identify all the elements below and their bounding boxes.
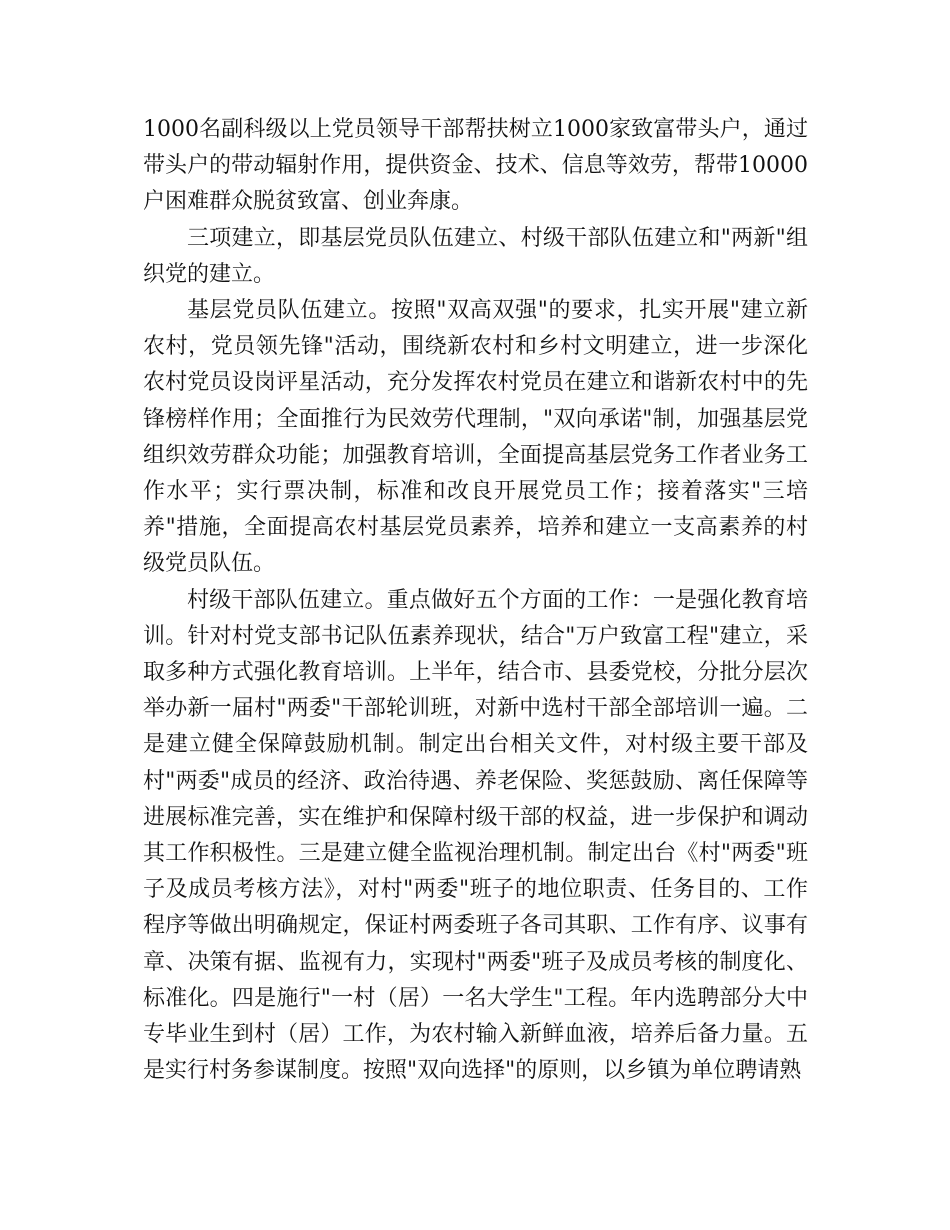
document-body [143, 112, 808, 1089]
paragraph-continuation: 1000名副科级以上党员领导干部帮扶树立1000家致富带头户，通过带头户的带动辐射作用，提供资金、技术、信息等效劳，帮带10000户困难群众脱贫致富、创业奔康。 [143, 117, 808, 215]
paragraph-village-cadre-team: 村级干部队伍建立。重点做好五个方面的工作：一是强化教育培训。针对村党支部书记队伍素养现状，结合"万户致富工程"建立，采取多种方式强化教育培训。上半年，结合市、县委党校，分批分层次举办新一届村"两委"干部轮训班，对新中选村干部全部培训一遍。二是建立健全保障鼓励机制。制定出台相关文件，对村级主要干部及村"两委"成员的经济、政治待遇、养老保险、奖惩鼓励、离任保障等进展标准完善，实在维护和保障村级干部的权益，进一步保护和调动其工作积极性。三是建立健全监视治理机制。制定出台《村"两委"班子及成员考核方法》，对村"两委"班子的地位职责、任务目的、工作程序等做出明确规定，保证村两委班子各司其职、工作有序、议事有章、决策有据、监视有力，实现村"两委"班子及成员考核的制度化、标准化。四是施行"一村（居）一名大学生"工程。年内选聘部分大中专毕业生到村（居）工作，为农村输入新鲜血液，培养后备力量。五是实行村务参谋制度。按照"双向选择"的原则，以乡镇为单位聘请熟 [143, 587, 808, 1084]
paragraph-party-member-team: 基层党员队伍建立。按照"双高双强"的要求，扎实开展"建立新农村，党员领先锋"活动，围绕新农村和乡村文明建立，进一步深化农村党员设岗评星活动，充分发挥农村党员在建立和谐新农村中的先锋榜样作用；全面推行为民效劳代理制，"双向承诺"制，加强基层党组织效劳群众功能；加强教育培训，全面提高基层党务工作者业务工作水平；实行票决制，标准和改良开展党员工作；接着落实"三培养"措施，全面提高农村基层党员素养，培养和建立一支高素养的村级党员队伍。 [143, 298, 808, 577]
paragraph-three-constructions: 三项建立，即基层党员队伍建立、村级干部队伍建立和"两新"组织党的建立。 [143, 225, 808, 287]
